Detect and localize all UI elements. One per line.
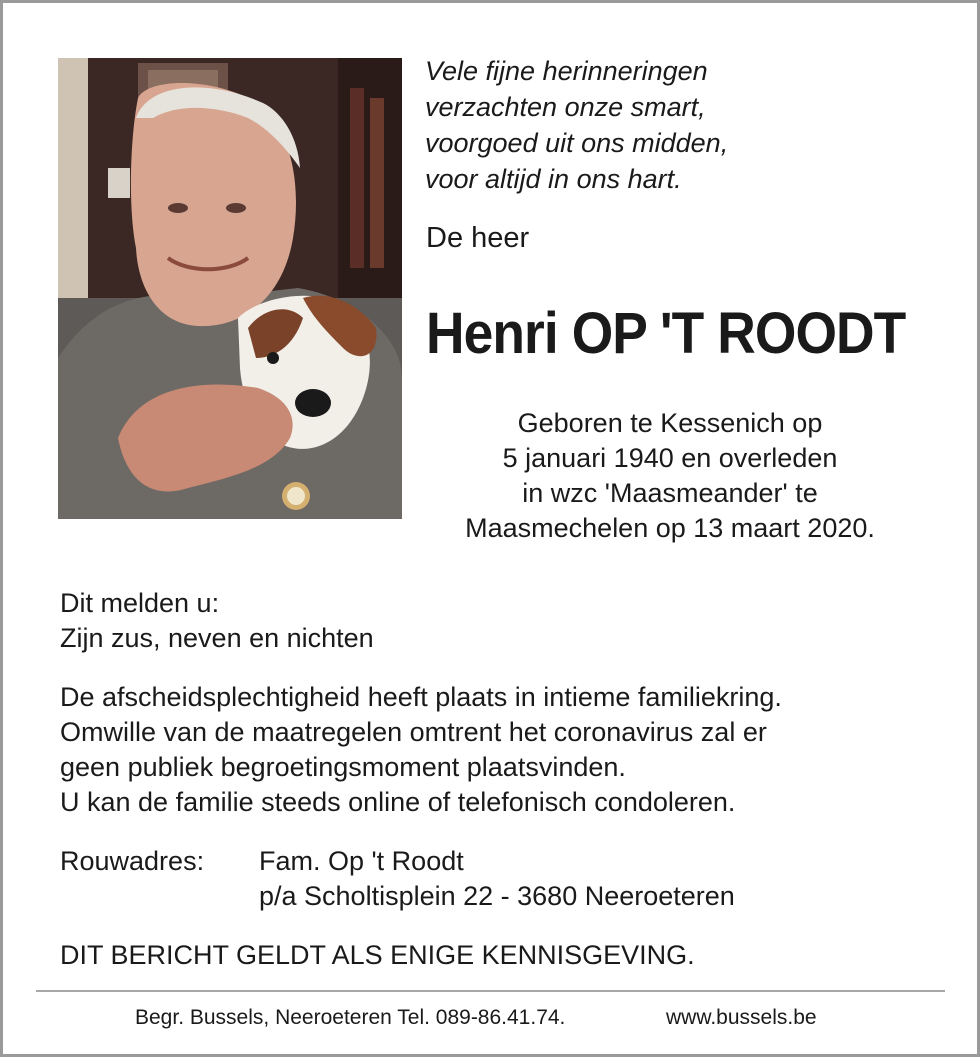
salutation: De heer	[426, 222, 530, 254]
ceremony-info	[60, 680, 782, 820]
deceased-name: Henri OP 'T ROODT	[426, 301, 906, 366]
announcement-intro: Dit melden u:	[60, 588, 220, 618]
official-notice: DIT BERICHT GELDT ALS ENIGE KENNISGEVING.	[60, 940, 695, 970]
birth-death-line: 5 januari 1940 en overleden	[502, 443, 838, 473]
announcement	[60, 586, 374, 656]
birth-death-line: in wzc 'Maasmeander' te	[522, 478, 818, 508]
birth-death-details	[420, 406, 920, 546]
footer-divider	[36, 990, 945, 992]
announcement-family: Zijn zus, neven en nichten	[60, 623, 374, 653]
ceremony-line: Omwille van de maatregelen omtrent het coronavirus zal er	[60, 717, 767, 747]
undertaker-info: Begr. Bussels, Neeroeteren Tel. 089-86.41.74.	[135, 1006, 566, 1029]
mourning-address-label: Rouwadres:	[60, 846, 205, 876]
poem-line: Vele fijne herinneringen	[425, 56, 708, 86]
memorial-poem	[425, 53, 955, 197]
mourning-address	[60, 844, 940, 916]
mourning-address-line2: p/a Scholtisplein 22 - 3680 Neeroeteren	[259, 881, 735, 911]
portrait-photo	[58, 58, 402, 519]
poem-line: voor altijd in ons hart.	[425, 164, 682, 194]
portrait-illustration	[58, 58, 402, 519]
ceremony-line: geen publiek begroetingsmoment plaatsvinden.	[60, 752, 626, 782]
birth-death-line: Geboren te Kessenich op	[517, 408, 823, 438]
ceremony-line: U kan de familie steeds online of telefonisch condoleren.	[60, 787, 736, 817]
website-link[interactable]: www.bussels.be	[666, 1006, 817, 1029]
ceremony-line: De afscheidsplechtigheid heeft plaats in intieme familiekring.	[60, 682, 782, 712]
poem-line: verzachten onze smart,	[425, 92, 706, 122]
birth-death-line: Maasmechelen op 13 maart 2020.	[465, 513, 875, 543]
mourning-address-line1: Fam. Op 't Roodt	[259, 846, 464, 876]
poem-line: voorgoed uit ons midden,	[425, 128, 729, 158]
mourning-address-lines	[259, 844, 735, 914]
